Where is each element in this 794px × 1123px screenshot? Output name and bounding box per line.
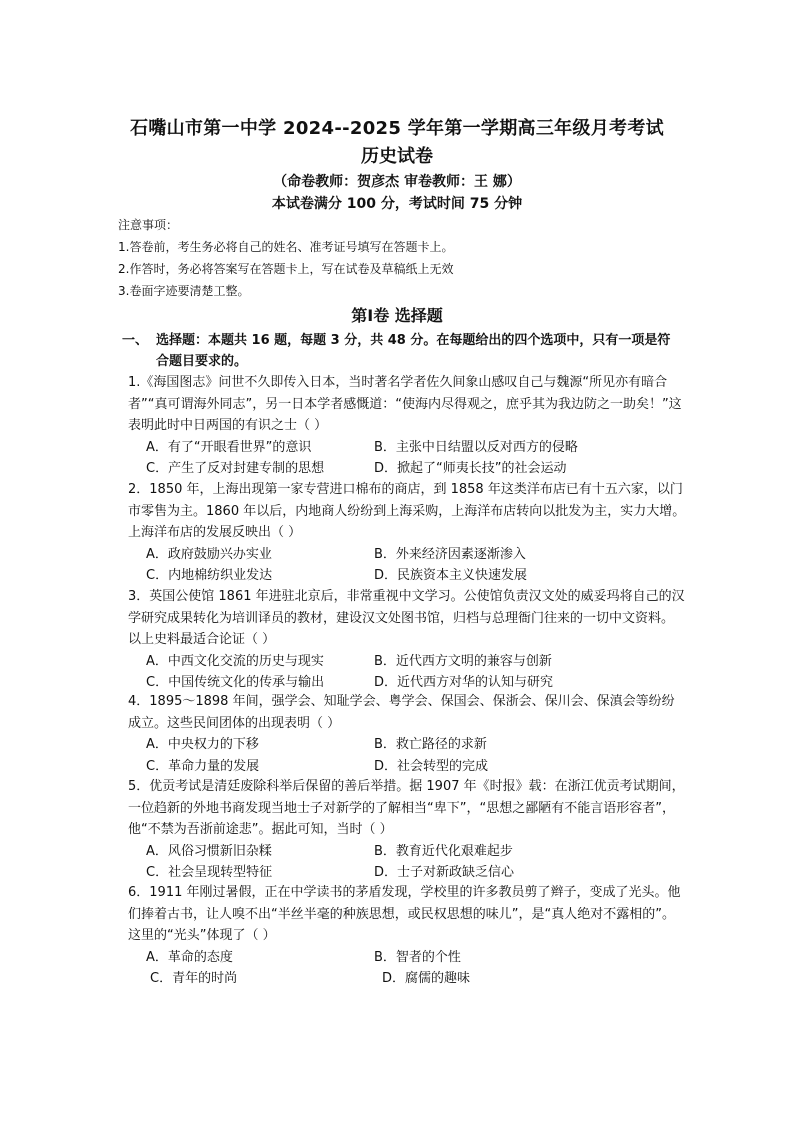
option-d: D．腐儒的趣味 [382,971,471,987]
option-d: D．近代西方对华的认知与研究 [374,675,554,691]
note-item: 3.卷面字迹要清楚工整。 [118,284,250,298]
option-d: D．民族资本主义快速发展 [374,568,528,584]
option-a: A．风俗习惯新旧杂糅 [146,843,272,859]
question-1 [128,372,686,480]
option-a: A．政府鼓励兴办实业 [146,546,272,562]
option-d: D．社会转型的完成 [374,758,489,774]
options-row [128,862,686,884]
question-stem: 2．1850 年，上海出现第一家专营进口棉布的商店，到 1858 年这类洋布店已有十五六家，以门市零售为主。1860 年以后，内地商人纷纷到上海采购，上海洋布店转向以批发为主，实力大增。上海洋布店的发展反映出（ ） [128,482,686,541]
question-stem: 1.《海国图志》问世不久即传入日本，当时著名学者佐久间象山感叹自己与魏源“所见亦有暗合者”“真可谓海外同志”，另一日本学者感慨道：“使海内尽得观之，庶乎其为我边防之一助矣！”这表明此时中日两国的有识之士（ ） [128,375,682,434]
question-5 [128,776,686,884]
options-row [128,565,686,587]
options-row [128,458,686,480]
option-b: B．救亡路径的求新 [374,737,487,753]
question-6 [128,882,686,990]
teachers-line: （命卷教师：贺彦杰 审卷教师：王 娜） [273,174,521,190]
option-c: C．内地棉纺织业发达 [146,568,273,584]
option-c: C．青年的时尚 [150,971,238,987]
exam-title: 石嘴山市第一中学 2024--2025 学年第一学期高三年级月考考试 [130,118,664,139]
options-row [128,651,686,673]
options-row [128,841,686,863]
options-row [128,947,686,969]
option-d: D．掀起了“师夷长技”的社会运动 [374,461,567,477]
subject-title: 历史试卷 [361,146,433,167]
option-b: B．教育近代化艰难起步 [374,843,513,859]
question-stem: 5．优贡考试是清廷废除科举后保留的善后举措。据 1907 年《时报》载：在浙江优贡考试期间，一位趋新的外地书商发现当地士子对新学的了解相当“卑下”，“思想之鄙陋有不能言语形容者”，他“不禁为吾浙前途悲”。据此可知，当时（ ） [128,779,685,838]
score-time-line: 本试卷满分 100 分，考试时间 75 分钟 [271,196,523,212]
option-c: C．产生了反对封建专制的思想 [146,461,325,477]
question-stem: 4．1895～1898 年间，强学会、知耻学会、粤学会、保国会、保浙会、保川会、保滇会等纷纷成立。这些民间团体的出现表明（ ） [128,694,675,731]
option-d: D．士子对新政缺乏信心 [374,865,515,881]
question-3 [128,586,686,694]
section-number: 一、 [122,333,149,348]
section-title: 第Ⅰ卷 选择题 [351,306,443,325]
options-row [128,756,686,778]
option-a: A．有了“开眼看世界”的意识 [146,439,312,455]
option-c: C．中国传统文化的传承与输出 [146,675,325,691]
option-b: B．智者的个性 [374,949,461,965]
option-b: B．近代西方文明的兼容与创新 [374,653,552,669]
option-a: A．中央权力的下移 [146,737,259,753]
option-a: A．中西文化交流的历史与现实 [146,653,324,669]
notes-heading: 注意事项： [118,218,179,232]
note-item: 2.作答时，务必将答案写在答题卡上，写在试卷及草稿纸上无效 [118,262,454,276]
option-c: C．革命力量的发展 [146,758,260,774]
options-row [128,544,686,566]
options-row [128,734,686,756]
note-item: 1.答卷前，考生务必将自己的姓名、准考证号填写在答题卡上。 [118,240,454,254]
notes-block [118,214,453,302]
question-4 [128,691,686,777]
option-a: A．革命的态度 [146,949,233,965]
options-row [128,437,686,459]
option-b: B．主张中日结盟以反对西方的侵略 [374,439,578,455]
option-b: B．外来经济因素逐渐渗入 [374,546,526,562]
question-stem: 6．1911 年刚过暑假，正在中学读书的茅盾发现，学校里的许多教员剪了辫子，变成了光头。他们捧着古书，让人嗅不出“半丝半毫的种族思想，或民权思想的味儿”，是“真人绝对不露相的”。这里的“光头”体现了（ ） [128,885,681,944]
option-c: C．社会呈现转型特征 [146,865,273,881]
options-row [128,968,686,990]
question-stem: 3．英国公使馆 1861 年进驻北京后，非常重视中文学习。公使馆负责汉文处的威妥玛将自己的汉学研究成果转化为培训译员的教材，建设汉文处图书馆，归档与总理衙门往来的一切中文资料。以上史料最适合论证（ ） [128,589,685,648]
instruction-text: 选择题：本题共 16 题，每题 3 分，共 48 分。在每题给出的四个选项中，只有一项是符合题目要求的。 [156,333,671,369]
question-2 [128,479,686,587]
